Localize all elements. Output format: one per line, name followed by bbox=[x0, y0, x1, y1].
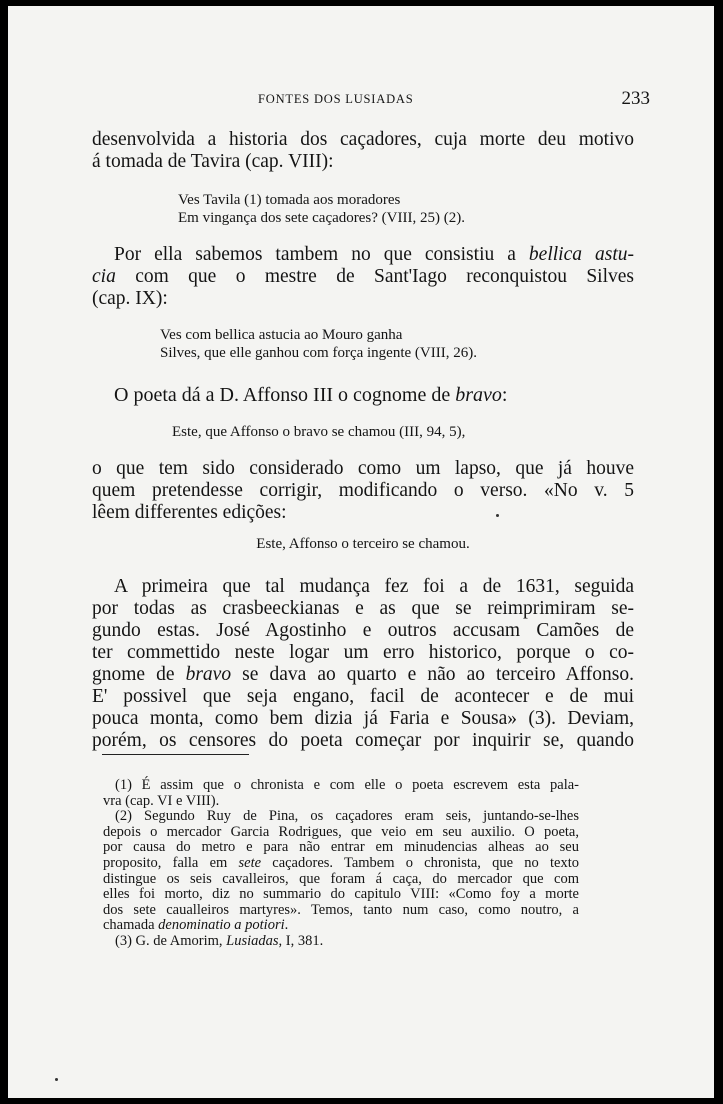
footnote-separator bbox=[102, 754, 249, 755]
paragraph-4 bbox=[92, 458, 634, 524]
footnote-line: (2) Segundo Ruy de Pina, os caçadores eram seis, juntando-se-lhes bbox=[115, 808, 579, 825]
page-content bbox=[8, 6, 714, 1098]
text-line bbox=[92, 384, 634, 406]
text-line: desenvolvida a historia dos caçadores, cuja morte deu motivo bbox=[92, 129, 634, 150]
paragraph-5 bbox=[92, 576, 634, 752]
footnote-line: dos sete caualleiros martyres». Temos, tanto num caso, como noutro, a bbox=[103, 901, 579, 918]
footnote-line: por causa do metro e para não entrar em minudencias alheas ao seu bbox=[103, 839, 579, 856]
text-line: lêem differentes edições: bbox=[92, 502, 287, 523]
italic-term: Lusiadas bbox=[226, 932, 279, 949]
verse-quote-4 bbox=[92, 536, 634, 553]
verse-line: Este, Affonso o terceiro se chamou. bbox=[256, 536, 470, 552]
italic-term: bravo bbox=[185, 664, 232, 685]
text-segment: (3) G. de Amorim, bbox=[115, 932, 227, 949]
text-line bbox=[92, 664, 634, 686]
verse-line: Este, que Affonso o bravo se chamou (III, 94, 5), bbox=[172, 424, 466, 440]
paragraph-3 bbox=[92, 384, 634, 406]
text-line: á tomada de Tavira (cap. VIII): bbox=[92, 151, 334, 172]
footnote-line bbox=[103, 856, 579, 872]
text-segment: O poeta dá a D. Affonso III o cognome de bbox=[114, 384, 456, 406]
text-line bbox=[92, 244, 634, 266]
footnote-line: (1) É assim que o chronista e com elle o poeta escrevem esta pala- bbox=[115, 777, 579, 793]
text-segment: . bbox=[284, 917, 289, 934]
footnote-line: vra (cap. VI e VIII). bbox=[103, 792, 220, 809]
italic-term: denominatio a potiori bbox=[158, 917, 285, 934]
ink-speck bbox=[496, 514, 499, 517]
footnote-1 bbox=[103, 778, 579, 809]
text-segment: se dava ao quarto e não ao terceiro Affonso. bbox=[231, 664, 634, 685]
footnote-line: distingue os seis cavalleiros, que foram á caça, do mercador que com bbox=[103, 870, 579, 887]
text-segment: , I, 381. bbox=[278, 932, 324, 949]
italic-term: bellica astu- bbox=[528, 244, 634, 265]
text-segment: proposito, falla em bbox=[103, 854, 239, 871]
text-line: o que tem sido considerado como um lapso, que já houve bbox=[92, 458, 634, 479]
footnote-line bbox=[103, 934, 579, 950]
text-line: por todas as crasbeeckianas e as que se reimprimiram se- bbox=[92, 598, 634, 619]
text-line: pouca monta, como bem dizia já Faria e Sousa» (3). Deviam, bbox=[92, 708, 634, 729]
verse-line: Ves com bellica astucia ao Mouro ganha bbox=[160, 327, 403, 343]
text-segment: chamada bbox=[103, 917, 159, 934]
footnote-2 bbox=[103, 809, 579, 934]
running-title: FONTES DOS LUSIADAS bbox=[258, 92, 414, 106]
text-line: ter commettido neste logar um erro historico, porque o co- bbox=[92, 642, 634, 663]
italic-term: bravo bbox=[455, 384, 502, 406]
verse-quote-3 bbox=[172, 423, 465, 441]
ink-speck bbox=[55, 1078, 58, 1081]
verse-quote-2 bbox=[160, 326, 477, 362]
footnote-line bbox=[103, 918, 579, 934]
footnote-line: depois o mercador Garcia Rodrigues, que veio em seu auxilio. O poeta, bbox=[103, 823, 579, 840]
verse-line: Em vingança dos sete caçadores? (VIII, 25) (2). bbox=[178, 210, 465, 226]
footnote-line: elles foi morto, diz no summario do capitulo VIII: «Como foy a morte bbox=[103, 886, 579, 903]
verse-line: Silves, que elle ganhou com força ingente (VIII, 26). bbox=[160, 345, 477, 361]
verse-line: Ves Tavila (1) tomada aos moradores bbox=[178, 192, 401, 208]
text-segment: Por ella sabemos tambem no que consistiu a bbox=[114, 244, 516, 265]
text-line: (cap. IX): bbox=[92, 288, 168, 309]
text-segment: com que o mestre de Sant'Iago reconquistou Silves bbox=[115, 266, 634, 287]
page-header bbox=[90, 90, 650, 112]
verse-quote-1 bbox=[178, 191, 465, 227]
text-line: porém, os censores do poeta começar por inquirir se, quando bbox=[92, 730, 634, 751]
text-segment: : bbox=[501, 384, 508, 406]
page-number: 233 bbox=[621, 88, 650, 109]
text-line: quem pretendesse corrigir, modificando o verso. «No v. 5 bbox=[92, 480, 634, 501]
footnotes bbox=[103, 778, 579, 950]
book-page bbox=[8, 6, 714, 1098]
text-line: A primeira que tal mudança fez foi a de 1631, seguida bbox=[114, 576, 634, 597]
text-line: gundo estas. José Agostinho e outros accusam Camões de bbox=[92, 620, 634, 641]
text-line: E' possivel que seja engano, facil de acontecer e de mui bbox=[92, 686, 634, 707]
paragraph-2 bbox=[92, 244, 634, 310]
italic-term: cia bbox=[92, 266, 116, 287]
footnote-3 bbox=[103, 934, 579, 950]
paragraph-1 bbox=[92, 129, 634, 173]
text-segment: caçadores. Tambem o chronista, que no texto bbox=[261, 854, 579, 871]
text-line bbox=[92, 266, 634, 288]
italic-term: sete bbox=[238, 854, 262, 871]
text-segment: gnome de bbox=[92, 664, 186, 685]
